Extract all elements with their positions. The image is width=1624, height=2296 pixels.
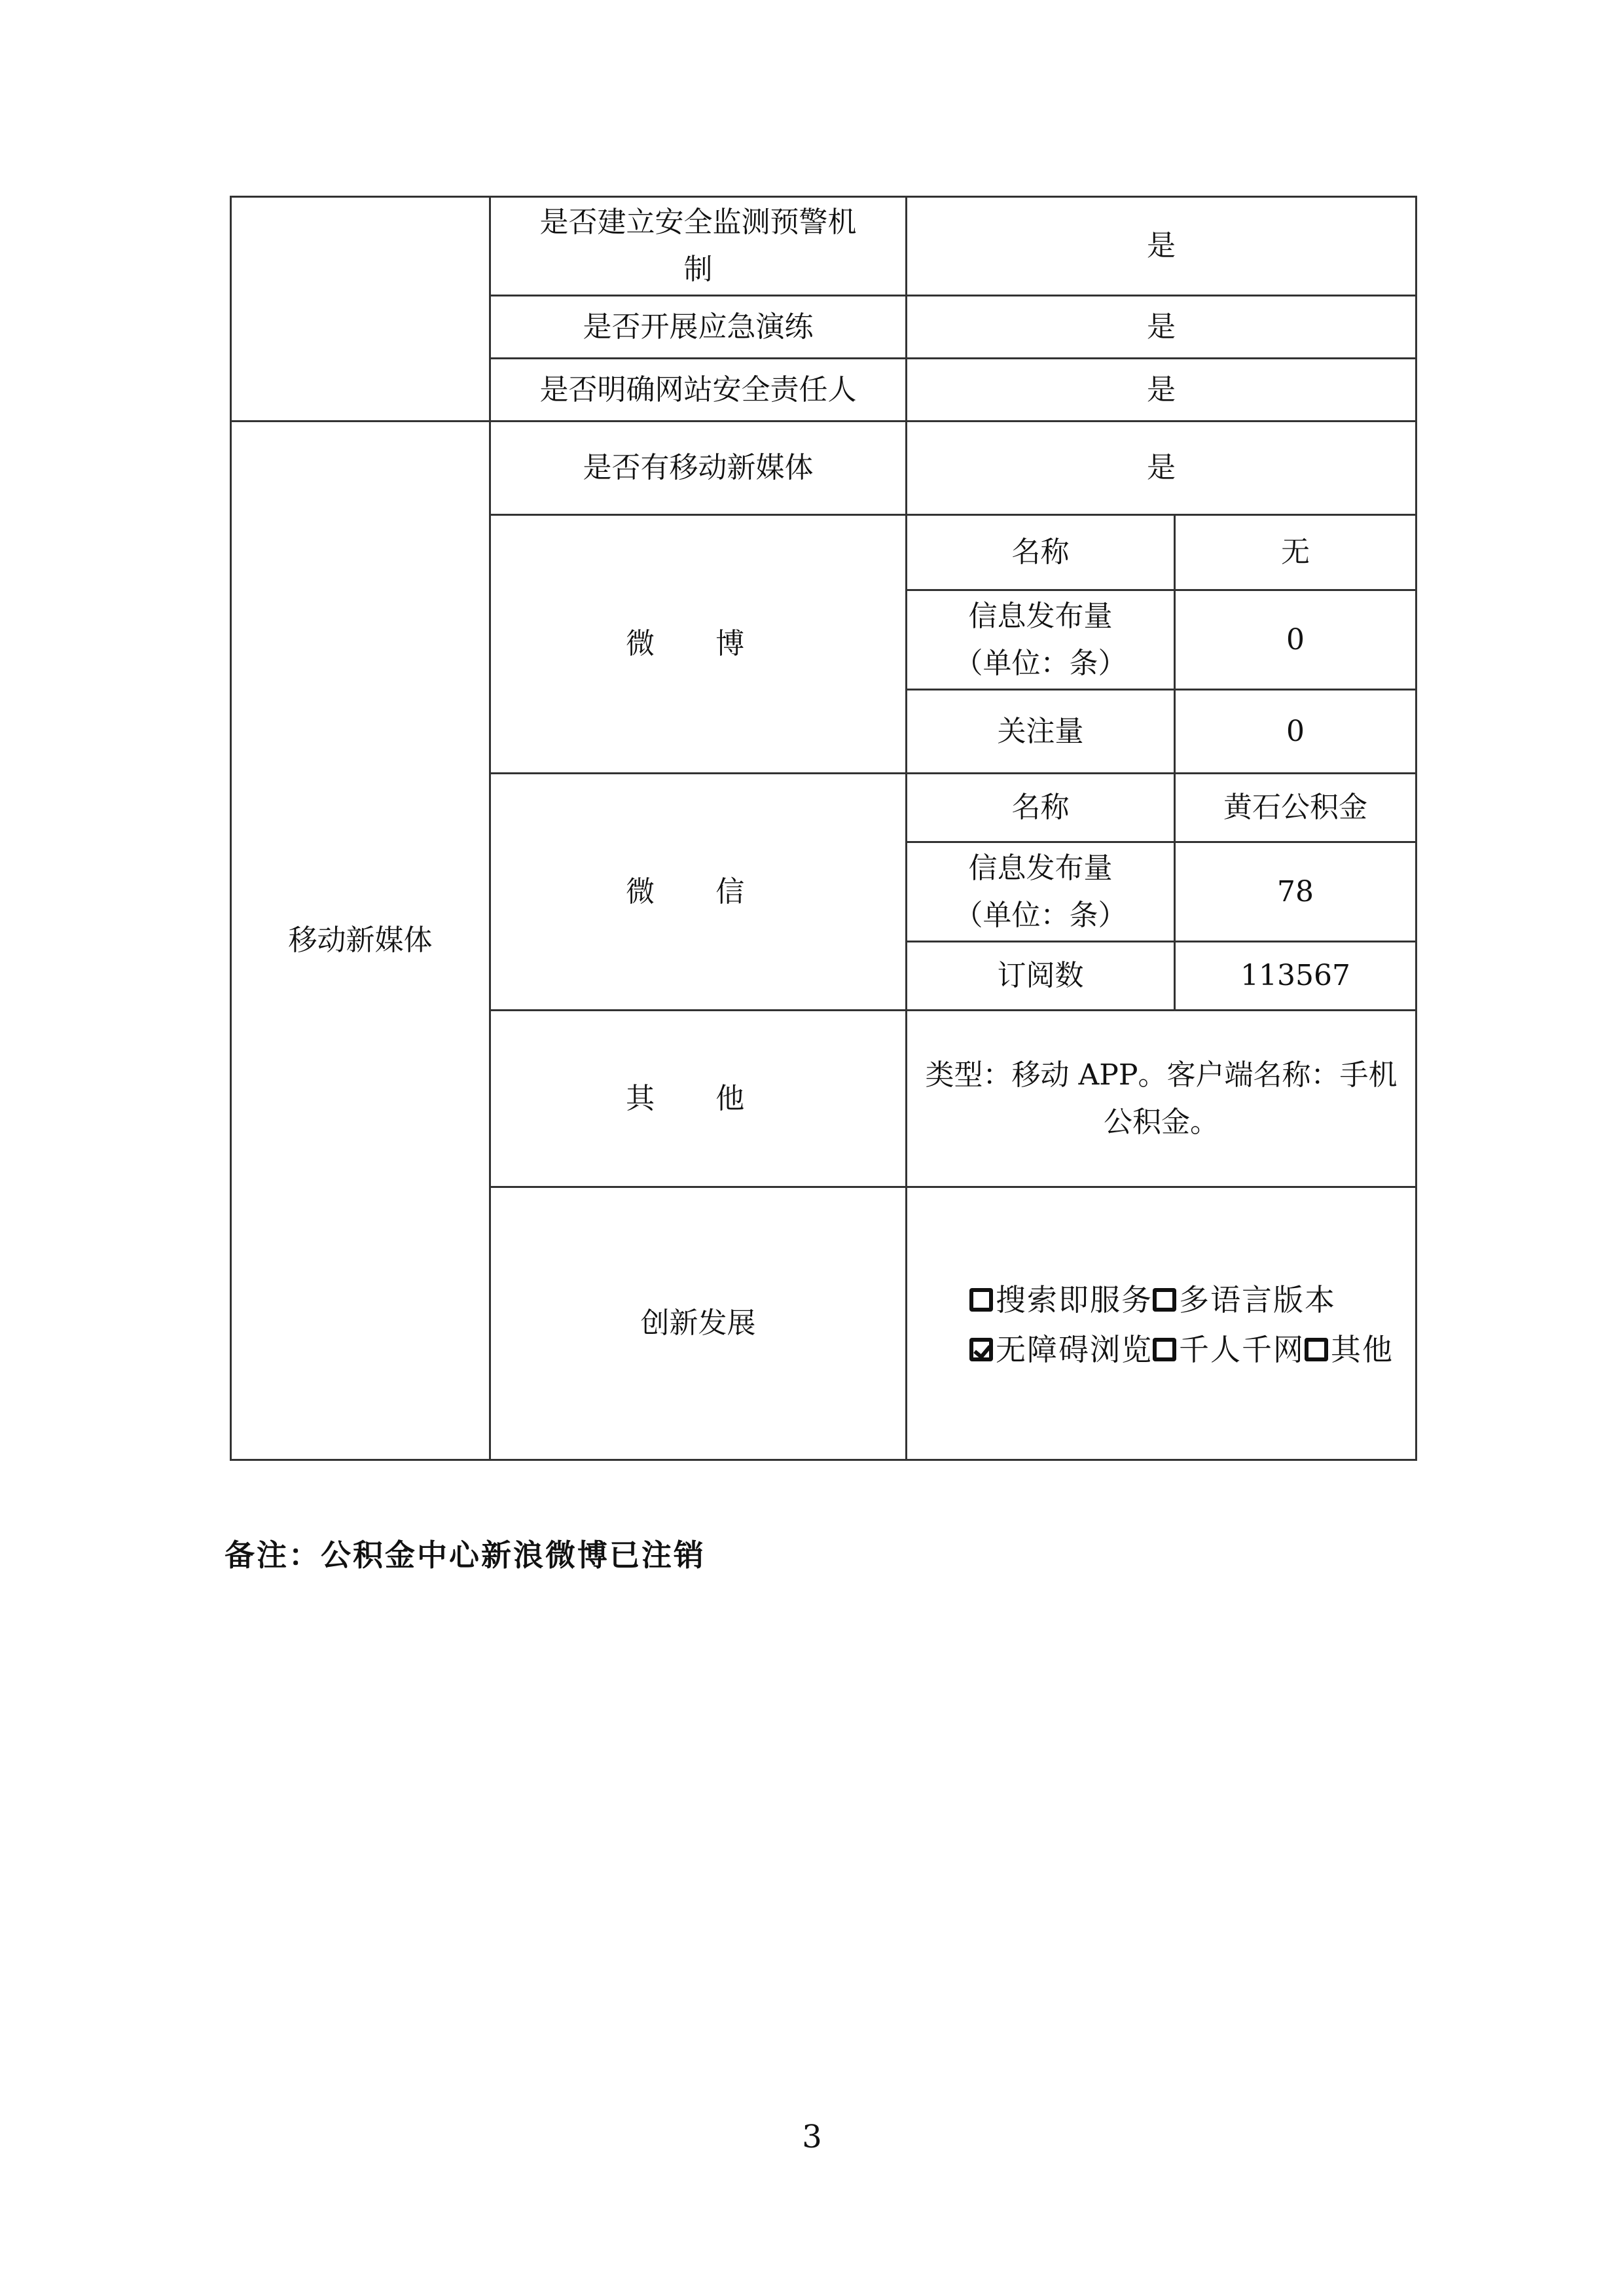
wechat-posts-label: 信息发布量（单位：条）: [907, 842, 1175, 942]
wechat-subscribers-value: 113567: [1175, 942, 1416, 1011]
other-label: 其 他: [490, 1011, 907, 1187]
wechat-label: 微 信: [490, 774, 907, 1011]
monitoring-label: 是否建立安全监测预警机制: [490, 197, 907, 296]
responsible-value: 是: [907, 359, 1416, 422]
wechat-posts-value: 78: [1175, 842, 1416, 942]
innovation-option[interactable]: 搜索即服务: [969, 1276, 1153, 1323]
weibo-name-value: 无: [1175, 515, 1416, 590]
weibo-followers-value: 0: [1175, 690, 1416, 774]
weibo-posts-value: 0: [1175, 590, 1416, 690]
monitoring-value: 是: [907, 197, 1416, 296]
table-row: [231, 197, 1416, 296]
weibo-name-label: 名称: [907, 515, 1175, 590]
wechat-subscribers-label: 订阅数: [907, 942, 1175, 1011]
drill-label: 是否开展应急演练: [490, 296, 907, 359]
innovation-option[interactable]: 千人千网: [1153, 1326, 1305, 1373]
innovation-option[interactable]: 多语言版本: [1153, 1276, 1336, 1323]
other-value: 类型：移动 APP。客户端名称：手机公积金。: [907, 1011, 1416, 1187]
checkbox-icon[interactable]: [969, 1288, 993, 1312]
footnote: 备注：公积金中心新浪微博已注销: [225, 1537, 706, 1573]
innovation-label: 创新发展: [490, 1187, 907, 1460]
security-section-cell: [231, 197, 490, 422]
responsible-label: 是否明确网站安全责任人: [490, 359, 907, 422]
checkbox-icon[interactable]: [1305, 1338, 1328, 1361]
page-number: 3: [802, 2119, 822, 2155]
report-table: [230, 196, 1417, 1461]
weibo-followers-label: 关注量: [907, 690, 1175, 774]
checkbox-icon[interactable]: [1153, 1288, 1176, 1312]
checkbox-icon[interactable]: [1153, 1338, 1176, 1361]
innovation-option[interactable]: 无障碍浏览: [969, 1326, 1153, 1373]
innovation-options: [907, 1187, 1416, 1460]
media-section-label: 移动新媒体: [231, 422, 490, 1460]
wechat-name-value: 黄石公积金: [1175, 774, 1416, 842]
weibo-posts-label: 信息发布量（单位：条）: [907, 590, 1175, 690]
innovation-option[interactable]: 其他: [1305, 1326, 1394, 1373]
table-row: [231, 422, 1416, 515]
wechat-name-label: 名称: [907, 774, 1175, 842]
weibo-label: 微 博: [490, 515, 907, 774]
has-media-value: 是: [907, 422, 1416, 515]
drill-value: 是: [907, 296, 1416, 359]
checkbox-checked-icon[interactable]: [969, 1338, 993, 1361]
has-media-label: 是否有移动新媒体: [490, 422, 907, 515]
